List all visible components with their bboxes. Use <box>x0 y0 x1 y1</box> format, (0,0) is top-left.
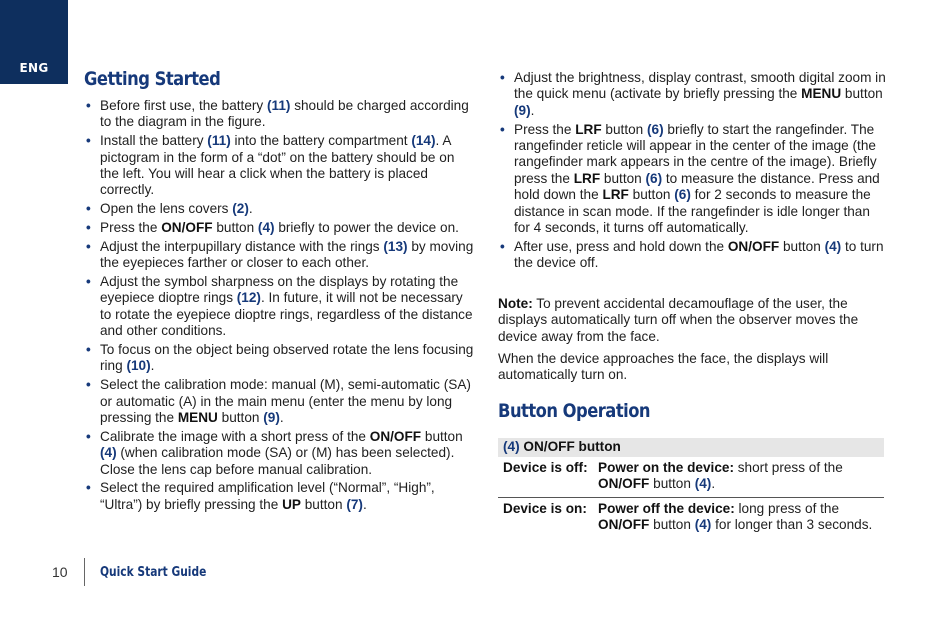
text-run: button <box>649 476 695 492</box>
text-run: . <box>279 410 284 426</box>
reference-number: (4) <box>100 445 117 461</box>
footer-title: Quick Start Guide <box>100 565 207 580</box>
row-label: Device is off: <box>503 460 588 475</box>
reference-number: (12) <box>236 290 261 306</box>
text-run: Select the calibration mode: manual (M), semi-automatic (SA) or automatic (A) in the main menu (enter the menu by long pressing the <box>100 377 471 426</box>
text-run: for longer than 3 seconds. <box>711 517 873 533</box>
text-run: Before first use, the battery <box>100 98 267 113</box>
reference-number: (7) <box>346 496 363 512</box>
row-description <box>598 501 879 534</box>
text-run: for 2 seconds to measure the distance in scan mode. If the rangefinder is idle longer than for 4 seconds, it turns off automatically. <box>514 187 871 236</box>
approach-paragraph: When the device approaches the face, the displays will automatically turn on. <box>498 351 829 383</box>
footer-divider <box>84 558 85 586</box>
list-item <box>84 342 476 375</box>
emphasis-text: MENU <box>177 410 218 426</box>
text-run: button <box>601 121 647 137</box>
emphasis-text: Power on the device: <box>598 460 734 475</box>
reference-number: (2) <box>232 201 249 217</box>
text-run: button <box>600 170 646 186</box>
text-run: . <box>150 358 155 374</box>
list-item <box>84 377 476 426</box>
emphasis-text: Power off the device: <box>598 500 735 516</box>
reference-number: (4) <box>257 220 275 236</box>
emphasis-text: LRF <box>573 170 601 186</box>
continued-steps-list <box>498 70 886 274</box>
list-item <box>84 201 476 217</box>
emphasis-text: Note: <box>498 296 533 311</box>
text-run: Adjust the brightness, display contrast, smooth digital zoom in the quick menu (activate by briefly pressing the <box>514 70 886 102</box>
text-run: Press the <box>100 220 162 236</box>
text-run: Calibrate the image with a short press of the <box>100 428 370 444</box>
getting-started-list <box>84 98 476 516</box>
reference-number: (14) <box>411 133 436 149</box>
text-run: Open the lens covers <box>100 201 233 217</box>
emphasis-text: ON/OFF <box>727 238 780 254</box>
text-run: . <box>711 476 716 492</box>
text-run: . A pictogram in the form of a “dot” on the battery should be on the left. You will hear a click when the battery is placed correctly. <box>100 133 455 198</box>
text-run: button <box>628 187 675 203</box>
text-run: . <box>530 102 535 118</box>
text-run: into the battery compartment <box>230 133 412 149</box>
text-run: ON/OFF button <box>519 439 621 454</box>
text-run: to turn the device off. <box>514 238 884 271</box>
reference-number: (4) <box>694 476 712 492</box>
text-run: Adjust the interpupillary distance with the rings <box>100 238 384 254</box>
emphasis-text: UP <box>282 496 301 512</box>
row-label: Device is on: <box>503 500 587 516</box>
reference-number: (4) <box>824 238 842 254</box>
reference-number: (4) <box>694 517 712 533</box>
reference-number: (9) <box>514 102 531 118</box>
text-run: Install the battery <box>100 133 208 149</box>
reference-number: (4) <box>503 439 520 454</box>
language-tab <box>0 0 68 84</box>
row-description <box>598 460 879 493</box>
list-item <box>498 239 886 272</box>
reference-number: (10) <box>126 358 151 374</box>
text-run: by moving the eyepieces farther or closer to each other. <box>100 238 474 271</box>
emphasis-text: ON/OFF <box>598 476 650 492</box>
text-run: Select the required amplification level (“Normal”, “High”, “Ultra”) by briefly pressing the <box>100 480 435 512</box>
text-run: short press of the <box>733 460 843 475</box>
reference-number: (9) <box>263 410 280 426</box>
table-header <box>498 438 884 457</box>
emphasis-text: ON/OFF <box>161 220 213 236</box>
list-item <box>84 429 476 478</box>
table-row <box>498 457 884 498</box>
text-run: button <box>779 238 825 254</box>
list-item <box>84 220 476 236</box>
text-run: button <box>649 517 695 533</box>
text-run: To focus on the object being observed rotate the lens focusing ring <box>100 342 474 374</box>
emphasis-text: MENU <box>801 86 842 102</box>
emphasis-text: ON/OFF <box>369 428 422 444</box>
list-item <box>84 133 476 199</box>
reference-number: (11) <box>266 98 291 113</box>
reference-number: (6) <box>647 121 664 137</box>
button-operation-heading: Button Operation <box>498 400 651 422</box>
language-label: ENG <box>19 61 49 75</box>
text-run: (when calibration mode (SA) or (M) has been selected). Close the lens cap before manual calibration. <box>100 445 455 477</box>
text-run: briefly to start the rangefinder. The rangefinder reticle will appear in the center of the image (the rangefinder mark appears in the centre of the image). Briefly press the <box>514 121 877 186</box>
text-run: After use, press and hold down the <box>514 238 728 254</box>
list-item <box>84 98 476 131</box>
text-run: button <box>212 220 258 236</box>
text-run: Press the <box>514 121 576 137</box>
text-run: should be charged according to the diagram in the figure. <box>100 98 469 130</box>
list-item <box>498 70 886 119</box>
text-run: button <box>841 86 883 102</box>
list-item <box>84 274 476 340</box>
list-item <box>84 480 476 513</box>
button-operation-table <box>498 438 884 538</box>
note-paragraph <box>498 296 884 345</box>
text-run: To prevent accidental decamouflage of the user, the displays automatically turn off when the observer moves the device away from the face. <box>498 296 859 344</box>
reference-number: (13) <box>383 238 408 254</box>
table-row <box>498 498 884 538</box>
text-run: button <box>421 428 463 444</box>
list-item <box>498 122 886 237</box>
text-run: . In future, it will not be necessary to rotate the eyepiece dioptre rings, regardless of the distance and other conditions. <box>100 290 473 339</box>
text-run: . <box>248 201 253 217</box>
text-run: button <box>217 410 264 426</box>
getting-started-heading: Getting Started <box>84 68 221 90</box>
emphasis-text: LRF <box>575 121 602 137</box>
reference-number: (6) <box>645 170 663 186</box>
text-run: long press of the <box>734 500 840 516</box>
text-run: . <box>362 496 367 512</box>
text-run: briefly to power the device on. <box>274 220 459 236</box>
text-run: to measure the distance. Press and hold down the <box>514 170 880 203</box>
reference-number: (11) <box>207 133 231 149</box>
text-run: Adjust the symbol sharpness on the displays by rotating the eyepiece dioptre rings <box>100 274 459 306</box>
emphasis-text: ON/OFF <box>598 517 650 533</box>
emphasis-text: LRF <box>602 187 629 203</box>
list-item <box>84 239 476 272</box>
reference-number: (6) <box>674 187 691 203</box>
page-number: 10 <box>52 564 68 580</box>
text-run: button <box>300 496 347 512</box>
